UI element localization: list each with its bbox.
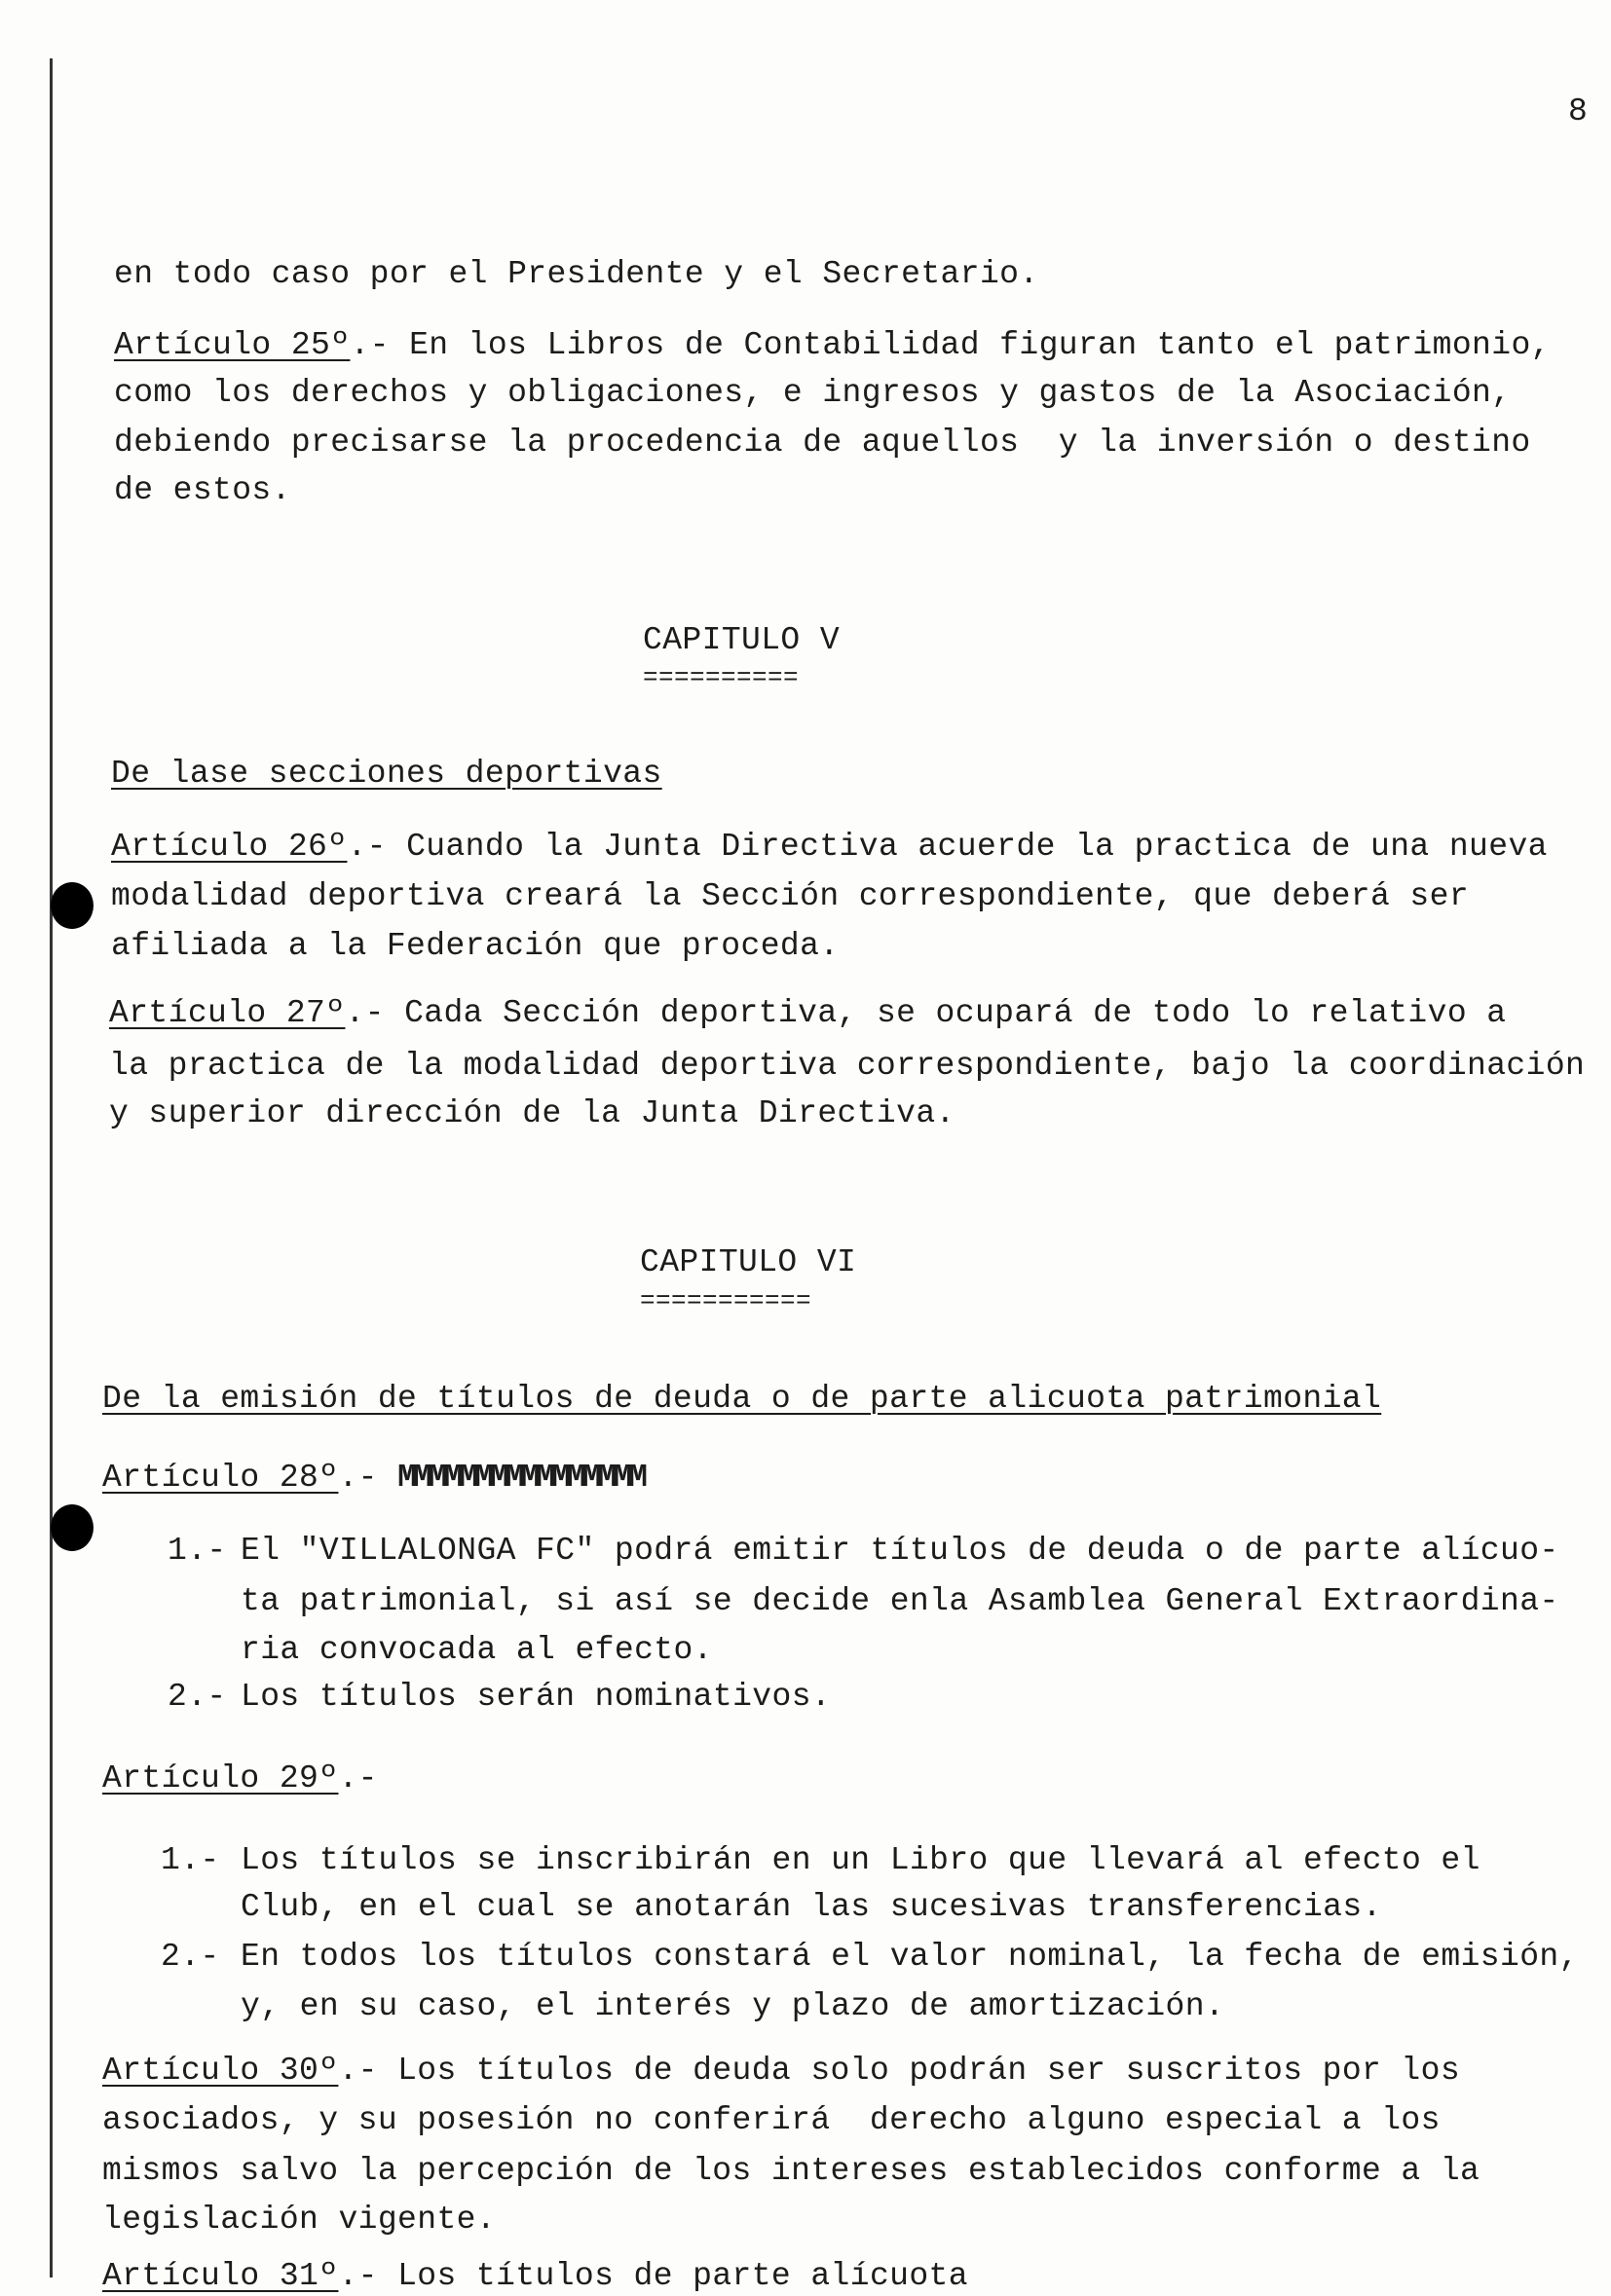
article-28-suffix: .- [338, 1460, 398, 1496]
chapter-5-title: CAPITULO V [643, 622, 841, 658]
article-28-label: Artículo 28º [102, 1460, 339, 1496]
article-30-text: .- Los títulos de deuda solo podrán ser suscritos por los [338, 2053, 1461, 2089]
article-30-label: Artículo 30º [102, 2053, 339, 2089]
chapter-5-subtitle: De lase secciones deportivas [111, 756, 662, 792]
punch-hole-icon [51, 882, 94, 929]
item-number: 1.- [161, 1842, 220, 1878]
article-29-suffix: .- [338, 1760, 378, 1796]
article-27-label: Artículo 27º [109, 995, 346, 1031]
article-25-text: .- En los Libros de Contabilidad figuran tanto el patrimonio, [350, 327, 1551, 363]
article-26-line: afiliada a la Federación que proceda. [111, 928, 840, 964]
article-26-line [111, 828, 1548, 867]
item-number: 1.- [168, 1533, 227, 1569]
article-25-line: de estos. [114, 472, 291, 508]
item-line: Club, en el cual se anotarán las sucesivas transferencias. [241, 1889, 1382, 1925]
article-27-line: la practica de la modalidad deportiva correspondiente, bajo la coordinación [109, 1048, 1586, 1084]
item-number: 2.- [161, 1939, 220, 1975]
article-29-label: Artículo 29º [102, 1760, 339, 1796]
article-26-label: Artículo 26º [111, 829, 348, 865]
item-line: ta patrimonial, si así se decide enla Asamblea General Extraordina- [241, 1583, 1559, 1619]
chapter-6-title: CAPITULO VI [640, 1244, 857, 1280]
chapter-6-subtitle: De la emisión de títulos de deuda o de parte alicuota patrimonial [102, 1381, 1382, 1417]
article-25-line: debiendo precisarse la procedencia de aquellos y la inversión o destino [114, 425, 1531, 461]
article-28-line [102, 1459, 644, 1498]
article-31-text: .- Los títulos de parte alícuota [338, 2258, 968, 2294]
article-31-label: Artículo 31º [102, 2258, 339, 2294]
punch-hole-icon [51, 1504, 94, 1551]
article-30-line: mismos salvo la percepción de los intereses establecidos conforme a la [102, 2153, 1480, 2189]
article-27-line: y superior dirección de la Junta Directiva. [109, 1095, 955, 1131]
chapter-6-rule: =========== [640, 1286, 812, 1315]
item-line: En todos los títulos constará el valor nominal, la fecha de emisión, [241, 1939, 1579, 1975]
article-31-line [102, 2257, 968, 2296]
article-27-line [109, 994, 1506, 1033]
item-number: 2.- [168, 1679, 227, 1715]
item-line: Los títulos serán nominativos. [241, 1679, 832, 1715]
item-line: ria convocada al efecto. [241, 1632, 713, 1668]
intro-line: en todo caso por el Presidente y el Secretario. [114, 256, 1039, 292]
item-line: Los títulos se inscribirán en un Libro que llevará al efecto el [241, 1842, 1480, 1878]
article-26-line: modalidad deportiva creará la Sección correspondiente, que deberá ser [111, 878, 1470, 914]
article-27-text: .- Cada Sección deportiva, se ocupará de todo lo relativo a [345, 995, 1507, 1031]
article-30-line [102, 2052, 1460, 2091]
article-28-struck-text: MMMMMMMMMMMMMMMM [397, 1460, 644, 1496]
article-25-label: Artículo 25º [114, 327, 351, 363]
article-30-line: legislación vigente. [102, 2202, 497, 2238]
article-25-line [114, 326, 1551, 365]
item-line: y, en su caso, el interés y plazo de amortización. [241, 1988, 1225, 2024]
article-25-line: como los derechos y obligaciones, e ingresos y gastos de la Asociación, [114, 375, 1512, 411]
item-line: El "VILLALONGA FC" podrá emitir títulos de deuda o de parte alícuo- [241, 1533, 1559, 1569]
page-number: 8 [1568, 93, 1589, 130]
margin-line [50, 58, 53, 2277]
chapter-5-rule: ========== [643, 663, 800, 692]
article-29-line [102, 1759, 378, 1798]
article-30-line: asociados, y su posesión no conferirá derecho alguno especial a los [102, 2102, 1441, 2138]
article-26-text: .- Cuando la Junta Directiva acuerde la practica de una nueva [347, 829, 1548, 865]
